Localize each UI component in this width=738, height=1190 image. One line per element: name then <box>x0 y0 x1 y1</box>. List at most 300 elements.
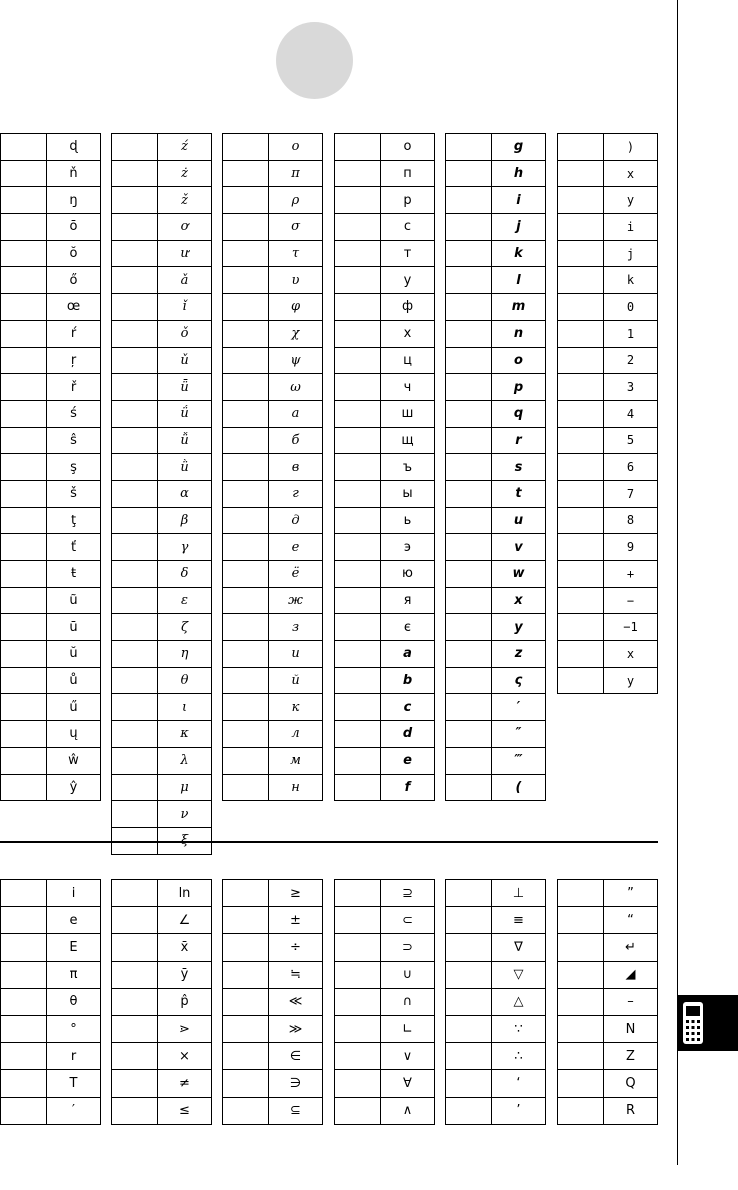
table-row <box>558 614 658 641</box>
character-cell: д <box>269 507 323 534</box>
code-cell <box>446 267 492 294</box>
code-cell <box>112 187 158 214</box>
table-row <box>223 934 323 961</box>
code-cell <box>112 1070 158 1097</box>
code-cell <box>1 374 47 401</box>
character-cell: ⋗ <box>158 1015 212 1042</box>
character-cell: щ <box>381 427 435 454</box>
table-row <box>112 667 212 694</box>
table-row <box>446 1070 546 1097</box>
character-cell: ǔ <box>158 347 212 374</box>
table-row <box>335 1043 435 1070</box>
code-cell <box>446 880 492 907</box>
character-cell: ln <box>158 880 212 907</box>
character-cell: ∪ <box>381 961 435 988</box>
character-cell: ź <box>158 134 212 161</box>
code-cell <box>1 134 47 161</box>
character-cell: ů <box>47 667 101 694</box>
code-cell <box>112 400 158 427</box>
margin-rule <box>677 0 678 1165</box>
character-cell: є <box>381 614 435 641</box>
code-cell <box>112 641 158 668</box>
character-cell: β <box>158 507 212 534</box>
character-cell: ∵ <box>492 1015 546 1042</box>
code-cell <box>335 667 381 694</box>
table-row <box>1 214 101 241</box>
table-row <box>112 187 212 214</box>
code-cell <box>1 614 47 641</box>
code-cell <box>112 907 158 934</box>
character-cell: f <box>381 774 435 801</box>
code-cell <box>223 134 269 161</box>
character-cell: – <box>604 988 658 1015</box>
table-row <box>112 907 212 934</box>
table-row <box>223 347 323 374</box>
code-cell <box>112 614 158 641</box>
character-cell: ψ <box>269 347 323 374</box>
code-cell <box>558 641 604 668</box>
code-cell <box>446 641 492 668</box>
character-cell: ◢ <box>604 961 658 988</box>
table-row <box>446 587 546 614</box>
code-cell <box>112 721 158 748</box>
code-cell <box>1 480 47 507</box>
code-cell <box>335 400 381 427</box>
code-cell <box>1 667 47 694</box>
table-row <box>112 400 212 427</box>
code-cell <box>335 907 381 934</box>
character-cell: ŵ <box>47 747 101 774</box>
character-cell: q <box>492 400 546 427</box>
calculator-icon <box>680 999 706 1047</box>
table-row <box>223 667 323 694</box>
table-row <box>223 907 323 934</box>
code-cell <box>446 427 492 454</box>
character-cell: ∩ <box>381 988 435 1015</box>
code-cell <box>1 988 47 1015</box>
code-cell <box>223 641 269 668</box>
table-row <box>223 961 323 988</box>
character-cell: ǎ <box>158 267 212 294</box>
code-cell <box>112 480 158 507</box>
character-cell: ε <box>158 587 212 614</box>
table-row <box>558 1015 658 1042</box>
character-cell: n <box>492 320 546 347</box>
code-cell <box>335 614 381 641</box>
code-cell <box>1 774 47 801</box>
character-cell: ∈ <box>269 1043 323 1070</box>
table-row <box>335 267 435 294</box>
character-cell: j <box>492 214 546 241</box>
table-row <box>335 427 435 454</box>
character-cell: ’ <box>492 1097 546 1124</box>
table-row <box>446 267 546 294</box>
code-cell <box>446 214 492 241</box>
character-cell: − <box>604 587 658 614</box>
table-row <box>446 427 546 454</box>
code-cell <box>335 240 381 267</box>
code-cell <box>335 267 381 294</box>
character-cell: u <box>492 507 546 534</box>
table-row <box>112 454 212 481</box>
code-cell <box>558 134 604 161</box>
bottom-section-table-5 <box>445 879 546 1125</box>
character-cell: y <box>492 614 546 641</box>
character-cell: с <box>381 214 435 241</box>
table-row <box>1 561 101 588</box>
character-cell: ȳ <box>158 961 212 988</box>
character-cell: N <box>604 1015 658 1042</box>
table-row <box>335 1015 435 1042</box>
character-cell: ∋ <box>269 1070 323 1097</box>
character-cell: ū <box>47 614 101 641</box>
character-cell: a <box>381 641 435 668</box>
character-cell: ) <box>604 134 658 161</box>
table-row <box>335 480 435 507</box>
character-cell: 3 <box>604 374 658 401</box>
table-row <box>446 160 546 187</box>
table-row <box>335 214 435 241</box>
code-cell <box>446 1043 492 1070</box>
code-cell <box>1 961 47 988</box>
character-cell: y <box>604 667 658 694</box>
character-cell: + <box>604 561 658 588</box>
code-cell <box>558 480 604 507</box>
code-cell <box>112 561 158 588</box>
table-row <box>112 267 212 294</box>
code-cell <box>112 534 158 561</box>
character-cell: ч <box>381 374 435 401</box>
bottom-section-table-3 <box>222 879 323 1125</box>
character-cell: х <box>381 320 435 347</box>
code-cell <box>223 267 269 294</box>
character-cell: ′ <box>492 694 546 721</box>
code-cell <box>446 1070 492 1097</box>
code-cell <box>558 427 604 454</box>
code-cell <box>223 347 269 374</box>
table-row <box>223 480 323 507</box>
code-cell <box>223 694 269 721</box>
code-cell <box>558 400 604 427</box>
table-row <box>335 934 435 961</box>
code-cell <box>223 240 269 267</box>
table-row <box>223 240 323 267</box>
table-row <box>558 160 658 187</box>
code-cell <box>446 907 492 934</box>
table-row <box>1 774 101 801</box>
table-row <box>558 454 658 481</box>
table-row <box>446 374 546 401</box>
character-cell: △ <box>492 988 546 1015</box>
code-cell <box>558 214 604 241</box>
table-row <box>335 587 435 614</box>
character-cell: ∴ <box>492 1043 546 1070</box>
code-cell <box>446 400 492 427</box>
table-row <box>335 961 435 988</box>
table-row <box>335 721 435 748</box>
character-cell: ς <box>492 667 546 694</box>
code-cell <box>1 1070 47 1097</box>
character-cell: ŗ <box>47 347 101 374</box>
table-row <box>446 721 546 748</box>
character-cell: e <box>47 907 101 934</box>
character-cell: л <box>269 721 323 748</box>
table-row <box>1 400 101 427</box>
table-row <box>335 160 435 187</box>
table-row <box>1 134 101 161</box>
code-cell <box>1 587 47 614</box>
code-cell <box>223 507 269 534</box>
code-cell <box>335 187 381 214</box>
code-cell <box>446 294 492 321</box>
code-cell <box>335 641 381 668</box>
code-cell <box>446 1015 492 1042</box>
code-cell <box>446 507 492 534</box>
table-row <box>446 907 546 934</box>
table-row <box>335 294 435 321</box>
table-row <box>1 454 101 481</box>
table-row <box>112 214 212 241</box>
code-cell <box>112 988 158 1015</box>
table-row <box>335 507 435 534</box>
code-cell <box>335 214 381 241</box>
code-cell <box>223 988 269 1015</box>
code-cell <box>558 294 604 321</box>
top-section-table-6 <box>557 133 658 694</box>
code-cell <box>1 160 47 187</box>
code-cell <box>446 160 492 187</box>
code-cell <box>223 400 269 427</box>
code-cell <box>223 454 269 481</box>
table-row <box>446 694 546 721</box>
character-cell: ŧ <box>47 561 101 588</box>
code-cell <box>335 480 381 507</box>
character-cell: ω <box>269 374 323 401</box>
character-cell: φ <box>269 294 323 321</box>
table-row <box>335 747 435 774</box>
code-cell <box>446 934 492 961</box>
character-cell: ŋ <box>47 187 101 214</box>
character-cell: p <box>492 374 546 401</box>
table-row <box>446 134 546 161</box>
code-cell <box>112 747 158 774</box>
character-cell: е <box>269 534 323 561</box>
table-row <box>223 267 323 294</box>
table-row <box>112 988 212 1015</box>
character-cell: θ <box>47 988 101 1015</box>
table-row <box>446 214 546 241</box>
table-row <box>112 694 212 721</box>
table-row <box>446 347 546 374</box>
bottom-section-table-2 <box>111 879 212 1125</box>
table-row <box>112 721 212 748</box>
code-cell <box>1 454 47 481</box>
character-cell: й <box>269 667 323 694</box>
character-cell: ž <box>158 187 212 214</box>
code-cell <box>223 427 269 454</box>
table-row <box>1 694 101 721</box>
character-cell: ′ <box>47 1097 101 1124</box>
character-cell: ŕ <box>47 320 101 347</box>
code-cell <box>558 187 604 214</box>
code-cell <box>335 294 381 321</box>
table-row <box>446 480 546 507</box>
code-cell <box>446 1097 492 1124</box>
code-cell <box>223 214 269 241</box>
table-row <box>112 641 212 668</box>
character-cell: ∠ <box>158 907 212 934</box>
table-row <box>112 160 212 187</box>
table-row <box>558 214 658 241</box>
code-cell <box>223 294 269 321</box>
character-cell: w <box>492 561 546 588</box>
table-row <box>558 1070 658 1097</box>
character-cell: в <box>269 454 323 481</box>
character-cell: r <box>492 427 546 454</box>
character-cell: l <box>492 267 546 294</box>
character-cell: z <box>492 641 546 668</box>
table-row <box>335 907 435 934</box>
table-row <box>1 747 101 774</box>
table-row <box>446 507 546 534</box>
character-cell: ь <box>381 507 435 534</box>
table-row <box>446 961 546 988</box>
table-row <box>112 587 212 614</box>
table-row <box>223 374 323 401</box>
character-cell: γ <box>158 534 212 561</box>
code-cell <box>446 721 492 748</box>
code-cell <box>558 267 604 294</box>
code-cell <box>223 480 269 507</box>
code-cell <box>558 988 604 1015</box>
character-cell: ǜ <box>158 454 212 481</box>
character-cell: r <box>47 1043 101 1070</box>
code-cell <box>1 347 47 374</box>
character-cell: ≥ <box>269 880 323 907</box>
code-cell <box>558 347 604 374</box>
table-row <box>446 934 546 961</box>
character-cell: ж <box>269 587 323 614</box>
character-cell: ▽ <box>492 961 546 988</box>
code-cell <box>1 240 47 267</box>
character-cell: “ <box>604 907 658 934</box>
code-cell <box>223 934 269 961</box>
page-marker-circle <box>276 22 353 99</box>
character-cell: ° <box>47 1015 101 1042</box>
character-cell: ǘ <box>158 400 212 427</box>
table-row <box>446 614 546 641</box>
character-cell: i <box>47 880 101 907</box>
code-cell <box>112 934 158 961</box>
character-cell: Z <box>604 1043 658 1070</box>
character-cell: o <box>492 347 546 374</box>
code-cell <box>446 134 492 161</box>
character-cell: c <box>381 694 435 721</box>
code-cell <box>112 694 158 721</box>
code-cell <box>558 907 604 934</box>
character-cell: m <box>492 294 546 321</box>
character-cell: τ <box>269 240 323 267</box>
table-row <box>558 1043 658 1070</box>
character-cell: 0 <box>604 294 658 321</box>
table-row <box>112 507 212 534</box>
section-divider <box>0 841 658 843</box>
character-cell: ż <box>158 160 212 187</box>
table-row <box>1 427 101 454</box>
table-row <box>446 561 546 588</box>
code-cell <box>335 134 381 161</box>
character-cell: ” <box>604 880 658 907</box>
code-cell <box>335 347 381 374</box>
character-cell: 4 <box>604 400 658 427</box>
code-cell <box>335 988 381 1015</box>
table-row <box>558 347 658 374</box>
table-row <box>1 907 101 934</box>
character-cell: ư <box>158 240 212 267</box>
character-cell: e <box>381 747 435 774</box>
code-cell <box>335 694 381 721</box>
table-row <box>558 988 658 1015</box>
code-cell <box>335 374 381 401</box>
table-row <box>112 801 212 828</box>
table-row <box>223 187 323 214</box>
table-row <box>558 480 658 507</box>
character-cell: 5 <box>604 427 658 454</box>
code-cell <box>1 1015 47 1042</box>
character-cell: ≤ <box>158 1097 212 1124</box>
character-cell: ǚ <box>158 427 212 454</box>
bottom-section-table-1 <box>0 879 101 1125</box>
side-tab <box>677 995 738 1051</box>
character-cell: ɖ <box>47 134 101 161</box>
code-cell <box>335 534 381 561</box>
table-row <box>1 667 101 694</box>
table-row <box>335 1070 435 1097</box>
code-cell <box>223 1015 269 1042</box>
table-row <box>558 907 658 934</box>
code-cell <box>112 1015 158 1042</box>
code-cell <box>558 934 604 961</box>
code-cell <box>1 747 47 774</box>
code-cell <box>223 774 269 801</box>
bottom-section-table-4 <box>334 879 435 1125</box>
bottom-section-table-6 <box>557 879 658 1125</box>
character-cell: ш <box>381 400 435 427</box>
character-cell: ∟ <box>381 1015 435 1042</box>
character-cell: 8 <box>604 507 658 534</box>
table-row <box>223 294 323 321</box>
character-cell: ş <box>47 454 101 481</box>
character-cell: t <box>492 480 546 507</box>
character-cell: η <box>158 641 212 668</box>
character-cell: ⊃ <box>381 934 435 961</box>
code-cell <box>223 667 269 694</box>
code-cell <box>335 1097 381 1124</box>
character-cell: ν <box>158 801 212 828</box>
code-cell <box>1 214 47 241</box>
table-row <box>1 294 101 321</box>
code-cell <box>223 160 269 187</box>
character-cell: σ <box>269 214 323 241</box>
character-cell: ⊥ <box>492 880 546 907</box>
table-row <box>335 534 435 561</box>
table-row <box>446 294 546 321</box>
code-cell <box>558 160 604 187</box>
table-row <box>112 774 212 801</box>
code-cell <box>335 721 381 748</box>
character-cell: x <box>604 641 658 668</box>
character-cell: ś <box>47 400 101 427</box>
